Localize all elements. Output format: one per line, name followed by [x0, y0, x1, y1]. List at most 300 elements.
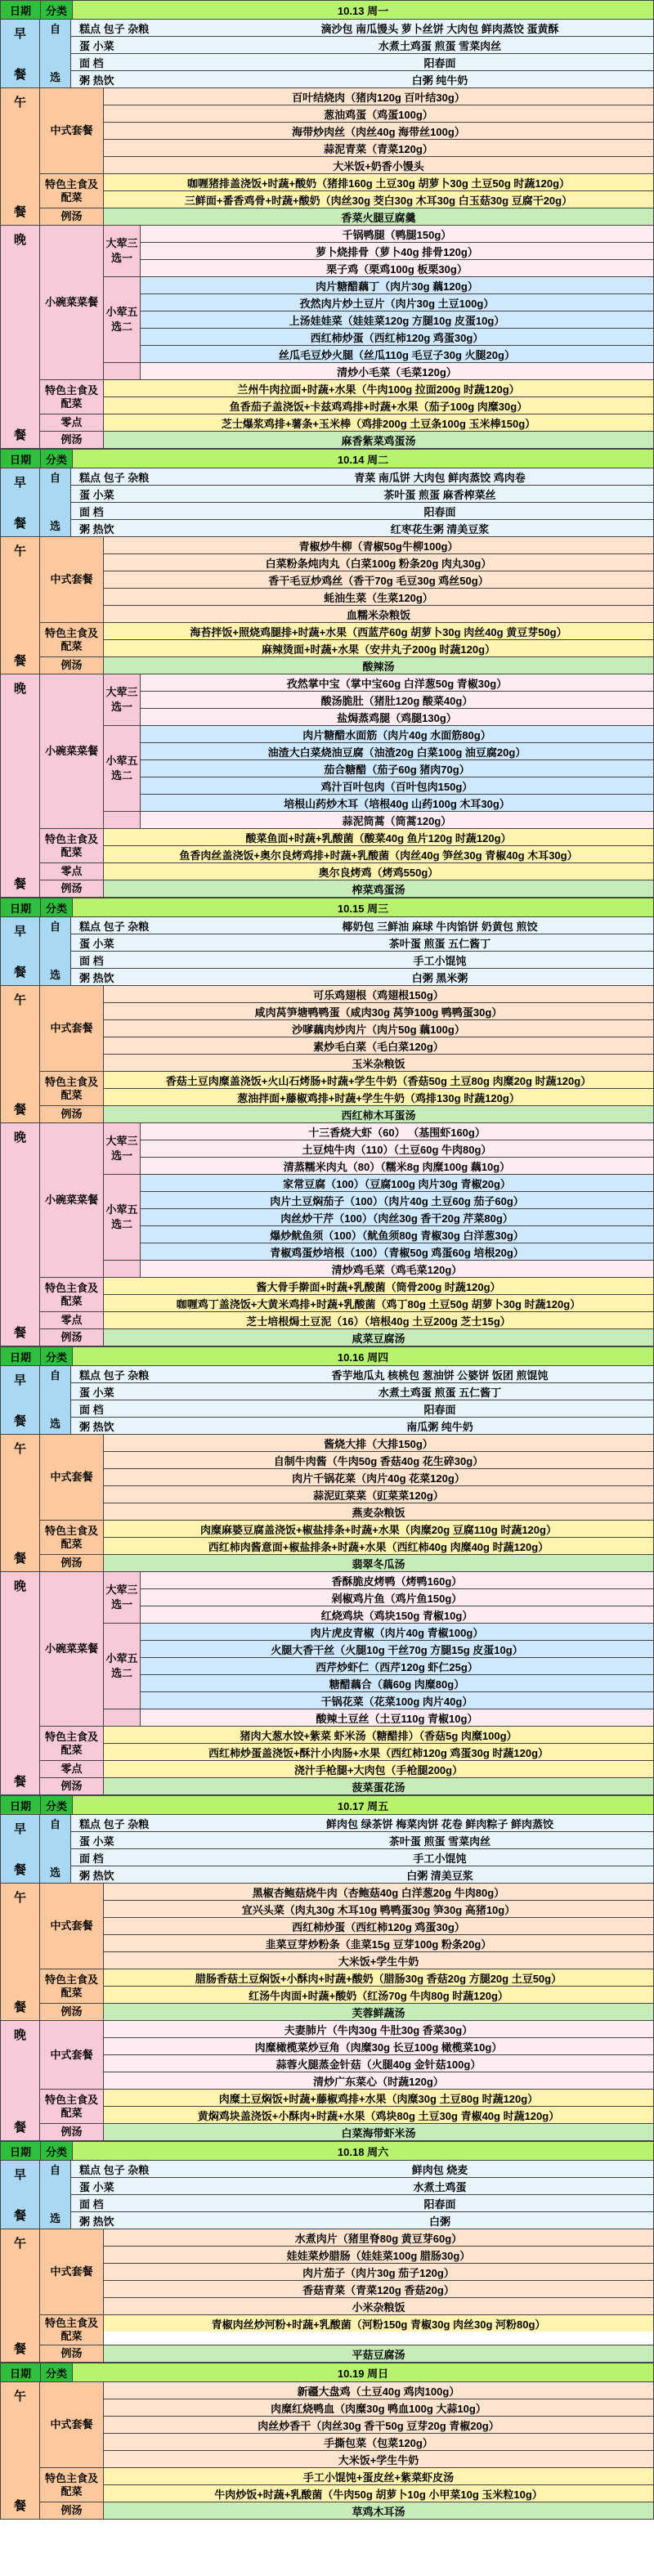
meal-label-breakfast — [1, 1366, 40, 1434]
menu-row: 沙嗲藕肉炒肉片（肉片50g 藕100g） — [104, 1020, 653, 1037]
group-soup — [40, 208, 653, 225]
breakfast-items: 红枣花生粥 清美豆浆 — [390, 522, 490, 535]
subgroup-label-veg — [104, 812, 141, 828]
meal-label-top: 早 — [13, 1822, 26, 1836]
menu-row: 肉糜橄榄菜炒豆角（肉糜30g 长豆100g 橄榄菜10g） — [104, 2038, 653, 2055]
menu-row: 蒜泥豇菜菜（豇菜菜120g） — [104, 1486, 653, 1503]
category-column-header: 分类 — [41, 2142, 73, 2160]
menu-row: 肉片糖醋水面筋（肉片40g 水面筋80g） — [141, 726, 653, 743]
menu-row: 蒜蓉火腿蒸金针菇（火腿40g 金针菇100g） — [104, 2055, 653, 2072]
menu-row: 韭菜豆芽炒粉条（韭菜15g 豆芽100g 粉条20g） — [104, 1935, 653, 1952]
breakfast-section — [1, 1815, 653, 1884]
dinner-body — [40, 226, 653, 448]
dinner-body — [40, 674, 653, 897]
meal-label-bottom: 餐 — [13, 2499, 26, 2513]
menu-row: 三鲜面+番香鸡骨+时蔬+酸奶（肉丝30g 茭白30g 木耳30g 白玉菇30g 豆腐干20g） — [104, 191, 653, 208]
menu-row: 酸菜鱼面+时蔬+乳酸菌（酸菜40g 鱼片120g 时蔬120g） — [104, 829, 653, 846]
group-rows — [104, 1329, 653, 1346]
breakfast-row — [71, 54, 653, 71]
menu-row: 手撕包菜（包菜120g） — [104, 2434, 653, 2451]
breakfast-category: 粥 热饮 — [79, 74, 114, 87]
menu-row: 酸汤脆肚（猪肚120g 酸菜40g） — [141, 692, 653, 709]
group-rows — [71, 2161, 653, 2229]
breakfast-items: 南瓜粥 纯牛奶 — [406, 1420, 473, 1433]
meal-label-bottom: 餐 — [13, 1103, 26, 1117]
meal-label-bottom: 餐 — [13, 1326, 26, 1340]
group-rows — [104, 986, 653, 1071]
group-zhongshi — [40, 986, 653, 1072]
group-label-bottom: 选 — [49, 520, 60, 532]
lunch-section — [1, 88, 653, 226]
breakfast-category: 糕点 包子 杂粮 — [79, 1369, 150, 1382]
breakfast-row — [71, 2161, 653, 2178]
group-staple — [40, 1278, 653, 1312]
breakfast-category: 糕点 包子 杂粮 — [79, 2163, 150, 2176]
group-label-special: 特色主食及配菜 — [40, 2315, 104, 2345]
breakfast-category: 蛋 小菜 — [79, 1835, 114, 1848]
meal-label-bottom: 餐 — [13, 2342, 26, 2356]
menu-row: 丝瓜毛豆炒火腿（丝瓜110g 毛豆子30g 火腿20g） — [141, 346, 653, 362]
subgroup-rows — [141, 226, 653, 276]
subgroup-rows — [141, 363, 653, 379]
subgroup-label-big: 大荤三选一 — [104, 1123, 141, 1174]
meal-label-lunch — [1, 88, 40, 225]
breakfast-category: 蛋 小菜 — [79, 39, 114, 52]
dinner-body — [40, 1123, 653, 1346]
menu-row: 香酥脆皮烤鸭（烤鸭160g） — [141, 1572, 653, 1589]
group-label-soup: 例汤 — [40, 432, 104, 448]
date-column-header: 日期 — [1, 2363, 41, 2381]
group-soup — [40, 2502, 653, 2519]
subgroup-rows — [141, 1261, 653, 1277]
group-soup — [40, 1329, 653, 1346]
group-rows — [71, 1815, 653, 1883]
group-label-top: 自 — [49, 2164, 60, 2176]
breakfast-row — [71, 1866, 653, 1883]
breakfast-row — [71, 486, 653, 503]
group-rows — [104, 880, 653, 897]
group-soup — [40, 1106, 653, 1122]
meal-label-bottom: 餐 — [13, 428, 26, 442]
breakfast-category: 面 档 — [79, 954, 104, 967]
group-rows — [104, 2090, 653, 2123]
menu-row: 青椒鸡蛋炒培根（100）（青椒50g 鸡蛋60g 培根20g） — [141, 1243, 653, 1260]
group-special — [40, 1072, 653, 1106]
breakfast-category: 蛋 小菜 — [79, 1386, 114, 1399]
menu-row: 咖喱猪排盖浇饭+时蔬+酸奶（猪排160g 土豆30g 胡萝卜30g 土豆50g 时蔬120g） — [104, 174, 653, 191]
meal-label-top: 早 — [13, 925, 26, 939]
group-label-special: 特色主食及配菜 — [40, 1521, 104, 1554]
group-label-self-select — [40, 468, 71, 536]
breakfast-category: 蛋 小菜 — [79, 937, 114, 950]
subgroup-label-small: 小荤五选二 — [104, 1624, 141, 1709]
day-header — [1, 1346, 653, 1366]
subgroup-rows — [141, 1572, 653, 1623]
group-label-soup: 例汤 — [40, 1555, 104, 1571]
menu-row: 肉糜土豆焖饭+时蔬+藤椒鸡排+水果（肉糜30g 土豆80g 时蔬120g） — [104, 2090, 653, 2107]
menu-row: 香干毛豆炒鸡丝（香干70g 毛豆30g 鸡丝50g） — [104, 571, 653, 589]
menu-row: 红烧鸡块（鸡块150g 青椒10g） — [141, 1606, 653, 1623]
subgroup-label-veg — [104, 363, 141, 379]
breakfast-row — [71, 468, 653, 486]
breakfast-items: 白粥 纯牛奶 — [411, 74, 468, 87]
group-special — [40, 2468, 653, 2502]
breakfast-body — [40, 1815, 653, 1883]
group-label-bottom: 选 — [49, 969, 60, 981]
menu-row: 剁椒鸡片鱼（鸡片鱼150g） — [141, 1589, 653, 1606]
breakfast-row — [71, 37, 653, 54]
group-rows — [104, 1278, 653, 1311]
meal-label-dinner — [1, 1572, 40, 1794]
breakfast-items: 阳春面 — [423, 505, 456, 518]
menu-row: 猪肉大葱水饺+紫菜 虾米汤（糖醋排）（香菇5g 肉糜100g） — [104, 1727, 653, 1744]
group-self-select — [40, 2161, 653, 2229]
menu-row: 奥尔良烤鸡（烤鸡550g） — [104, 863, 653, 880]
menu-row: 青椒肉丝炒河粉+时蔬+乳酸菌（河粉150g 青椒30g 肉丝30g 河粉80g） — [104, 2315, 653, 2332]
meal-label-top: 早 — [13, 1373, 26, 1387]
subgroup-small — [104, 1624, 653, 1709]
menu-row: 肉片糖醋藕丁（肉片30g 藕120g） — [141, 277, 653, 294]
group-label-zhongshi: 中式套餐 — [40, 537, 104, 622]
menu-row: 咖喱鸡丁盖浇饭+大黄米鸡排+时蔬+乳酸菌（鸡丁80g 土豆50g 胡萝卜30g 时蔬120g） — [104, 1295, 653, 1311]
group-label-soup: 例汤 — [40, 880, 104, 897]
category-column-header: 分类 — [41, 1796, 73, 1814]
breakfast-body — [40, 20, 653, 87]
subgroup-label-veg — [104, 1709, 141, 1726]
menu-row: 上汤娃娃菜（娃娃菜120g 方腿10g 皮蛋10g） — [141, 311, 653, 329]
group-soup — [40, 880, 653, 897]
group-label-self-select — [40, 2161, 71, 2229]
group-rows — [71, 468, 653, 536]
subgroup-small — [104, 1175, 653, 1261]
day-header — [1, 898, 653, 917]
breakfast-row — [71, 1366, 653, 1383]
menu-row: 芝士培根焗土豆泥（16）（培根40g 土豆200g 芝士15g） — [104, 1312, 653, 1328]
meal-label-bottom: 餐 — [13, 965, 26, 979]
dinner-section — [1, 226, 653, 449]
group-zhongshi — [40, 1884, 653, 1969]
meal-label-top: 早 — [13, 476, 26, 490]
breakfast-row — [71, 20, 653, 37]
breakfast-row — [71, 71, 653, 87]
menu-row: 腊肠香菇土豆焖饭+小酥肉+时蔬+酸奶（腊肠30g 香菇20g 方腿20g 土豆50g） — [104, 1969, 653, 1987]
menu-row: 菠菜蛋花汤 — [104, 1778, 653, 1794]
group-label-zhongshi: 中式套餐 — [40, 2021, 104, 2089]
menu-row: 孜然肉片炒土豆片（肉片30g 土豆100g） — [141, 294, 653, 311]
subgroup-veg — [104, 1261, 653, 1277]
group-rows — [104, 2004, 653, 2020]
breakfast-body — [40, 1366, 653, 1434]
menu-row: 咸菜豆腐汤 — [104, 1329, 653, 1346]
group-snack — [40, 1312, 653, 1329]
date-column-header: 日期 — [1, 450, 41, 468]
day-title: 10.15 周三 — [73, 898, 653, 916]
group-label-small-dish: 小碗菜菜餐 — [40, 1123, 104, 1277]
breakfast-items: 水煮土鸡蛋 煎蛋 雪菜肉丝 — [378, 39, 502, 52]
breakfast-items: 阳春面 — [423, 1403, 456, 1416]
breakfast-row — [71, 2212, 653, 2229]
menu-row: 土豆炖牛肉（110）（土豆60g 牛肉80g） — [141, 1140, 653, 1158]
menu-row: 鱼香茄子盖浇饭+卡兹鸡鸡排+时蔬+水果（茄子100g 肉糜30g） — [104, 397, 653, 414]
group-rows — [104, 829, 653, 862]
menu-row: 葱油鸡蛋（鸡蛋100g） — [104, 105, 653, 123]
group-rows — [104, 1969, 653, 2003]
meal-label-bottom: 餐 — [13, 517, 26, 531]
group-label-self-select — [40, 1815, 71, 1883]
menu-row: 黑椒杏鲍菇烧牛肉（杏鲍菇40g 白洋葱20g 牛肉80g） — [104, 1884, 653, 1901]
meal-label-bottom: 餐 — [13, 68, 26, 82]
menu-row: 大米饭+奶香小馒头 — [104, 157, 653, 173]
group-rows — [104, 1572, 653, 1726]
group-label-snack: 零点 — [40, 1761, 104, 1777]
group-label-bottom: 选 — [49, 71, 60, 83]
menu-row: 蚝油生菜（生菜120g） — [104, 589, 653, 606]
group-rows — [104, 1761, 653, 1777]
menu-row: 肉片茄子（肉片30g 茄子120g） — [104, 2264, 653, 2281]
meal-label-top: 午 — [13, 993, 26, 1007]
breakfast-items: 阳春面 — [423, 2197, 456, 2211]
menu-row: 新疆大盘鸡（土豆40g 鸡肉100g） — [104, 2382, 653, 2399]
meal-label-breakfast — [1, 1815, 40, 1883]
group-label-staple: 特色主食及配菜 — [40, 380, 104, 414]
subgroup-label-small: 小荤五选二 — [104, 1175, 141, 1260]
breakfast-category: 糕点 包子 杂粮 — [79, 1817, 150, 1830]
group-zhongshi — [40, 1435, 653, 1521]
meal-label-breakfast — [1, 468, 40, 536]
group-label-special: 特色主食及配菜 — [40, 1072, 104, 1105]
breakfast-items: 鲜肉包 烧麦 — [411, 2163, 468, 2176]
meal-label-lunch — [1, 986, 40, 1122]
breakfast-items: 香芋地瓜丸 核桃包 葱油饼 公婆饼 饭团 煎馄饨 — [331, 1369, 549, 1382]
group-label-special: 特色主食及配菜 — [40, 1969, 104, 2003]
group-soup — [40, 1778, 653, 1794]
group-rows — [104, 1884, 653, 1969]
menu-row: 娃娃菜炒腊肠（娃娃菜100g 腊肠30g） — [104, 2247, 653, 2264]
menu-row: 清炒鸡毛菜（鸡毛菜120g） — [141, 1261, 653, 1277]
breakfast-row — [71, 520, 653, 536]
breakfast-items: 手工小馄饨 — [413, 954, 467, 967]
menu-row: 酸辣土豆丝（土豆110g 青椒10g） — [141, 1709, 653, 1726]
menu-row: 清炒小毛菜（毛菜120g） — [141, 363, 653, 379]
breakfast-category: 面 档 — [79, 2197, 104, 2211]
menu-row: 肉片千锅花菜（肉片40g 花菜120g） — [104, 1469, 653, 1486]
group-label-special: 特色主食及配菜 — [40, 2468, 104, 2502]
menu-row: 肉糜红烧鸭血（肉糜30g 鸭血100g 大蒜10g） — [104, 2399, 653, 2417]
lunch-body — [40, 537, 653, 674]
meal-label-top: 早 — [13, 2168, 26, 2182]
menu-row: 芙蓉鲜蔬汤 — [104, 2004, 653, 2020]
day-header — [1, 1795, 653, 1815]
menu-row: 水煮肉片（猪里脊80g 黄豆芽60g） — [104, 2229, 653, 2247]
meal-label-dinner — [1, 2021, 40, 2140]
dinner-section — [1, 1572, 653, 1795]
subgroup-big — [104, 226, 653, 277]
group-label-small-dish: 小碗菜菜餐 — [40, 1572, 104, 1726]
breakfast-body — [40, 917, 653, 985]
subgroup-rows — [141, 674, 653, 725]
subgroup-veg — [104, 363, 653, 379]
menu-row: 浇汁手枪腿+大肉包（手枪腿200g） — [104, 1761, 653, 1777]
day-title: 10.19 周日 — [73, 2363, 653, 2381]
breakfast-row — [71, 1418, 653, 1434]
breakfast-row — [71, 1849, 653, 1866]
menu-row: 肉片虎皮青椒（肉片40g 青椒100g） — [141, 1624, 653, 1641]
menu-row: 咸肉莴笋塘鸭鸭蛋（咸肉30g 莴笋100g 鸭鸭蛋30g） — [104, 1003, 653, 1020]
subgroup-label-big: 大荤三选一 — [104, 674, 141, 725]
breakfast-category: 面 档 — [79, 1852, 104, 1865]
subgroup-label-big: 大荤三选一 — [104, 226, 141, 276]
meal-label-bottom: 餐 — [13, 877, 26, 891]
group-zhongshi — [40, 537, 653, 623]
meal-label-lunch — [1, 2229, 40, 2362]
menu-row: 香菇土豆肉糜盖浇饭+火山石烤肠+时蔬+学生牛奶（香菇50g 土豆80g 肉糜20g 时蔬120g） — [104, 1072, 653, 1089]
breakfast-items: 手工小馄饨 — [413, 1852, 467, 1865]
breakfast-items: 椰奶包 三鲜油 麻球 牛肉馅饼 奶黄包 煎饺 — [342, 920, 538, 933]
breakfast-row — [71, 917, 653, 934]
lunch-body — [40, 88, 653, 225]
group-rows — [104, 208, 653, 225]
breakfast-section — [1, 2161, 653, 2229]
group-rows — [104, 2502, 653, 2519]
menu-row: 鸡汁百叶包肉（百叶包肉150g） — [141, 777, 653, 795]
group-label-special: 特色主食及配菜 — [40, 174, 104, 208]
breakfast-items: 阳春面 — [423, 56, 456, 69]
lunch-section — [1, 986, 653, 1123]
breakfast-category: 蛋 小菜 — [79, 488, 114, 501]
menu-row: 爆炒鱿鱼须（100）（鱿鱼须80g 青椒30g 白洋葱30g） — [141, 1226, 653, 1243]
breakfast-category: 粥 热饮 — [79, 971, 114, 984]
meal-label-bottom: 餐 — [13, 1414, 26, 1428]
meal-label-top: 午 — [13, 544, 26, 558]
group-soup — [40, 2345, 653, 2362]
breakfast-items: 茶叶蛋 煎蛋 雪菜肉丝 — [388, 1835, 491, 1848]
group-label-top: 自 — [49, 1369, 60, 1382]
menu-row: 芝士爆浆鸡排+薯条+玉米棒（鸡排200g 土豆条100g 玉米棒150g） — [104, 414, 653, 431]
subgroup-veg — [104, 812, 653, 828]
breakfast-row — [71, 934, 653, 952]
lunch-section — [1, 2382, 653, 2520]
group-rows — [104, 623, 653, 656]
menu-row: 盐焗蒸鸡腿（鸡腿130g） — [141, 709, 653, 725]
subgroup-rows — [141, 812, 653, 828]
breakfast-body — [40, 2161, 653, 2229]
menu-row: 肉丝炒干芹（100）（肉丝30g 香干20g 芹菜80g） — [141, 1209, 653, 1226]
group-rows — [104, 174, 653, 208]
group-label-bottom: 选 — [49, 2212, 60, 2224]
menu-row: 小米杂粮饭 — [104, 2298, 653, 2314]
breakfast-items: 白粥 黑米粥 — [411, 971, 468, 984]
group-label-soup: 例汤 — [40, 1106, 104, 1122]
subgroup-big — [104, 1572, 653, 1624]
menu-row: 兰州牛肉拉面+时蔬+水果（牛肉100g 拉面200g 时蔬120g） — [104, 380, 653, 397]
menu-row: 家常豆腐（100）（豆腐100g 肉片30g 青椒20g） — [141, 1175, 653, 1192]
group-rows — [104, 1435, 653, 1520]
breakfast-category: 粥 热饮 — [79, 522, 114, 535]
day-title: 10.14 周二 — [73, 450, 653, 468]
lunch-body — [40, 1435, 653, 1571]
dinner-section — [1, 1123, 653, 1346]
meal-label-top: 午 — [13, 96, 26, 110]
lunch-section — [1, 2229, 653, 2363]
group-soup — [40, 1555, 653, 1571]
menu-row: 素炒毛白菜（毛白菜120g） — [104, 1037, 653, 1055]
subgroup-rows — [141, 1624, 653, 1709]
meal-label-top: 午 — [13, 1442, 26, 1456]
group-soup — [40, 657, 653, 674]
meal-label-lunch — [1, 537, 40, 674]
breakfast-row — [71, 1400, 653, 1418]
date-column-header: 日期 — [1, 1347, 41, 1365]
menu-row: 燕麦杂粮饭 — [104, 1503, 653, 1520]
meal-label-top: 晚 — [13, 1131, 26, 1145]
group-rows — [104, 1106, 653, 1122]
menu-row: 蒜泥筒蒿（筒蒿120g） — [141, 812, 653, 828]
group-rows — [104, 1072, 653, 1105]
group-staple — [40, 2090, 653, 2124]
breakfast-row — [71, 1815, 653, 1832]
menu-row: 黄焖鸡块盖浇饭+小酥肉+时蔬+水果（鸡块80g 土豆30g 青椒40g 时蔬120g） — [104, 2107, 653, 2123]
meal-label-bottom: 餐 — [13, 654, 26, 668]
menu-row: 糖醋藕合（藕60g 肉糜80g） — [141, 1675, 653, 1692]
group-staple — [40, 829, 653, 863]
menu-row: 红汤牛肉面+时蔬+酸奶（红汤70g 牛肉80g 时蔬120g） — [104, 1987, 653, 2003]
group-self-select — [40, 1366, 653, 1434]
menu-row: 夫妻肺片（牛肉30g 牛肚30g 香菜30g） — [104, 2021, 653, 2038]
group-label-top: 自 — [49, 472, 60, 484]
menu-row: 西红柿肉酱意面+椒盐排条+时蔬+水果（西红柿40g 肉糜40g 时蔬120g） — [104, 1538, 653, 1554]
subgroup-label-big: 大荤三选一 — [104, 1572, 141, 1623]
breakfast-items: 白粥 — [428, 2215, 450, 2228]
group-label-staple: 特色主食及配菜 — [40, 1727, 104, 1760]
subgroup-label-small: 小荤五选二 — [104, 277, 141, 362]
menu-row: 干锅花菜（花菜100g 肉片40g） — [141, 1692, 653, 1709]
group-label-soup: 例汤 — [40, 2004, 104, 2020]
menu-row: 十三香烧大虾（60） （基围虾160g） — [141, 1123, 653, 1140]
group-special — [40, 1521, 653, 1555]
menu-row: 草鸡木耳汤 — [104, 2502, 653, 2519]
category-column-header: 分类 — [41, 2363, 73, 2381]
menu-row: 肉片土豆焖茄子（100）（肉片40g 土豆60g 茄子60g） — [141, 1192, 653, 1209]
category-column-header: 分类 — [41, 1347, 73, 1365]
lunch-section — [1, 1884, 653, 2021]
date-column-header: 日期 — [1, 898, 41, 916]
breakfast-category: 糕点 包子 杂粮 — [79, 920, 150, 933]
breakfast-body — [40, 468, 653, 536]
group-rows — [71, 1366, 653, 1434]
group-special — [40, 1969, 653, 2004]
group-snack — [40, 414, 653, 432]
group-rows — [104, 1727, 653, 1760]
breakfast-row — [71, 952, 653, 969]
meal-label-breakfast — [1, 917, 40, 985]
menu-row: 麻香紫菜鸡蛋汤 — [104, 432, 653, 448]
menu-row: 西红柿炒蛋（西红柿120g 鸡蛋30g） — [141, 329, 653, 346]
group-label-snack: 零点 — [40, 1312, 104, 1328]
group-label-soup: 例汤 — [40, 1329, 104, 1346]
lunch-body — [40, 986, 653, 1122]
breakfast-category: 粥 热饮 — [79, 1869, 114, 1882]
group-rows — [104, 1778, 653, 1794]
group-label-zhongshi: 中式套餐 — [40, 986, 104, 1071]
group-special — [40, 2315, 653, 2345]
group-label-snack: 零点 — [40, 414, 104, 431]
dinner-body — [40, 1572, 653, 1794]
menu-row: 翡翠冬瓜汤 — [104, 1555, 653, 1571]
menu-row: 茄合糖醋（茄子60g 猪肉70g） — [141, 760, 653, 777]
menu-row: 肉糜麻婆豆腐盖浇饭+椒盐排条+时蔬+水果（肉糜20g 豆腐110g 时蔬120g） — [104, 1521, 653, 1538]
menu-row: 培根山药炒木耳（培根40g 山药100g 木耳30g） — [141, 795, 653, 811]
day-title: 10.18 周六 — [73, 2142, 653, 2160]
